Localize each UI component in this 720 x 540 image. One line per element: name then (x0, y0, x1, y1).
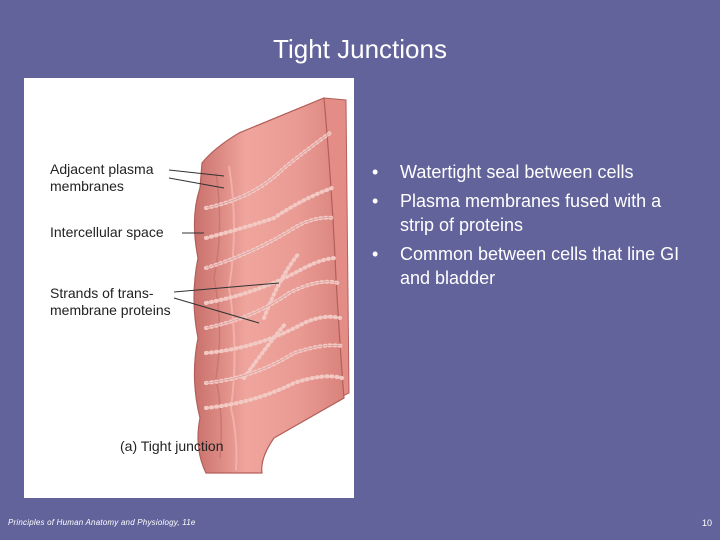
bullet-item: • Watertight seal between cells (372, 162, 634, 182)
label-intercellular-space: Intercellular space (50, 224, 164, 240)
bullet-item: • Plasma membranes fused with a strip of proteins (372, 191, 662, 235)
bullet-list (366, 160, 696, 295)
figure-panel (24, 78, 354, 498)
label-protein-strands: Strands of trans-membrane proteins (50, 285, 171, 318)
bullet-item: • Common between cells that line GI and bladder (372, 244, 680, 288)
bullet-icon: • (372, 162, 379, 182)
footer-source: Principles of Human Anatomy and Physiology, 11e (8, 518, 196, 527)
slide-title: Tight Junctions (273, 34, 447, 64)
page-number: 10 (701, 518, 712, 528)
bullet-icon: • (372, 244, 379, 264)
bullet-icon: • (372, 191, 379, 211)
figure-caption: (a) Tight junction (120, 438, 224, 454)
label-adjacent-membranes: Adjacent plasma membranes (50, 161, 154, 194)
